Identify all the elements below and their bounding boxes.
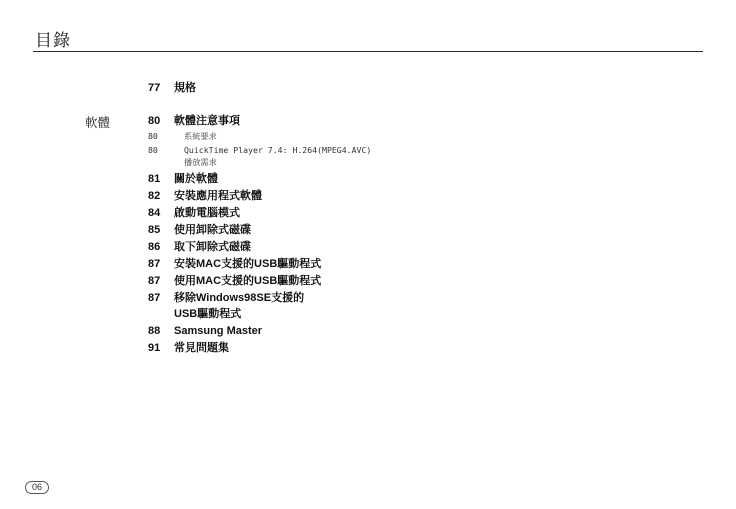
toc-page-number: 91 xyxy=(148,342,161,354)
page-title: 目錄 xyxy=(35,31,71,51)
toc-page-number: 85 xyxy=(148,224,161,236)
section-label-software: 軟體 xyxy=(85,115,111,130)
toc-page-number: 80 xyxy=(148,131,158,141)
toc-entry-title: Samsung Master xyxy=(174,325,263,337)
toc-page-number: 86 xyxy=(148,241,161,253)
toc-entry-title: 啟動電腦模式 xyxy=(174,207,240,219)
toc-entry-title: 安裝MAC支援的USB驅動程式 xyxy=(174,258,322,270)
toc-entry-title: 系統要求 xyxy=(184,131,217,141)
toc-page-number: 87 xyxy=(148,258,161,270)
toc-page-number: 77 xyxy=(148,82,161,94)
toc-page-number: 88 xyxy=(148,325,161,337)
toc-entry-title: 關於軟體 xyxy=(174,173,218,185)
title-divider xyxy=(33,51,703,52)
toc-entry-title: 取下卸除式磁碟 xyxy=(174,241,251,253)
toc-page-number: 82 xyxy=(148,190,161,202)
toc-entry-title-continued: USB驅動程式 xyxy=(174,308,242,320)
toc-page-number: 87 xyxy=(148,275,161,287)
toc-page-number: 80 xyxy=(148,115,161,127)
toc-entry-title: 規格 xyxy=(174,82,196,94)
toc-entry-title: 使用MAC支援的USB驅動程式 xyxy=(174,275,322,287)
toc-entry-title: 軟體注意事項 xyxy=(174,115,240,127)
toc-entry-title: 移除Windows98SE支援的 xyxy=(174,292,305,304)
toc-page-number: 80 xyxy=(148,145,158,155)
toc-entry-title-continued: 播放需求 xyxy=(184,157,217,167)
toc-page-number: 87 xyxy=(148,292,161,304)
toc-entry-title: 使用卸除式磁碟 xyxy=(174,224,251,236)
toc-page-number: 84 xyxy=(148,207,161,219)
toc-entry-title: 安裝應用程式軟體 xyxy=(174,190,262,202)
toc-entry-title: QuickTime Player 7.4: H.264(MPEG4.AVC) xyxy=(184,145,372,155)
toc-page-number: 81 xyxy=(148,173,161,185)
toc-entry-title: 常見問題集 xyxy=(174,342,229,354)
page-number-badge: 06 xyxy=(25,481,49,494)
